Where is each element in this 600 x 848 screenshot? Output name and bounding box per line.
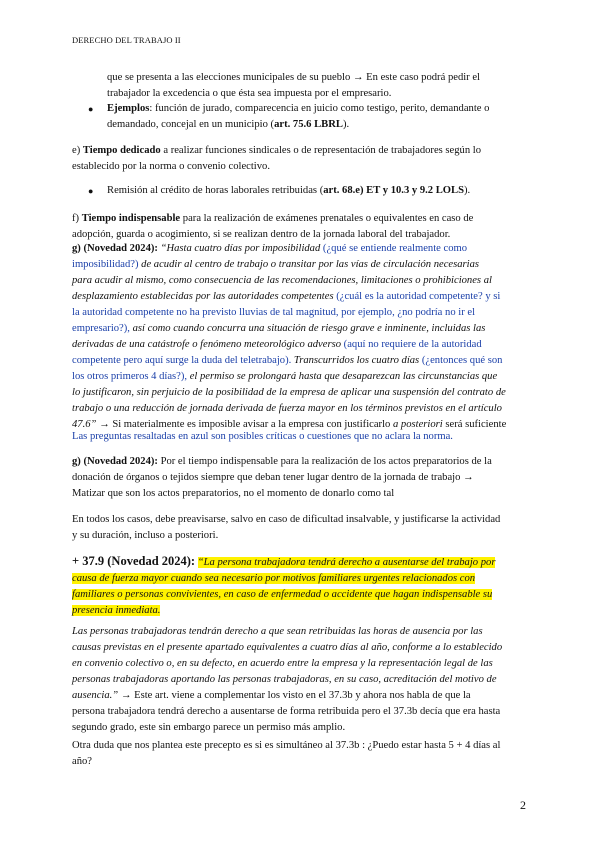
- text-line: g) (Novedad 2024): “Hasta cuatro días por imposibilidad (¿qué se entiende realmente como: [72, 243, 468, 254]
- text-line: los otros primeros 4 días?), el permiso se prolongará hasta que desaparezcan las circunstancias que: [72, 371, 498, 382]
- text-line: En todos los casos, debe preavisarse, salvo en caso de dificultad insalvable, y justificarse la actividad: [72, 514, 501, 525]
- text-line: derivadas de una catástrofe o fenómeno meteorológico adverso (aquí no requiere de la autoridad: [72, 339, 482, 350]
- paragraph-novedad-imposibilidad: [72, 241, 532, 433]
- text-line: + 37.9 (Novedad 2024): “La persona trabajadora tendrá derecho a ausentarse del trabajo por: [72, 554, 496, 568]
- text-line: donación de órganos o tejidos siempre que deban tener lugar dentro de la jornada de trabajo →: [72, 472, 474, 483]
- paragraph-novedad-donacion: [72, 454, 492, 502]
- text-line: imposibilidad?) de acudir al centro de trabajo o transitar por las vías de circulación necesarias: [72, 259, 480, 270]
- text-line: para acudir al mismo, como consecuencia de las recomendaciones, limitaciones o prohibiciones al: [72, 275, 492, 286]
- text-line: Otra duda que nos plantea este precepto es si es simultáneo al 37.3b : ¿Puedo estar hasta 5 + 4 días al: [72, 740, 501, 751]
- text-line: Las personas trabajadoras tendrán derecho a que sean retribuidas las horas de ausencia por las: [72, 626, 483, 637]
- text-line: y su duración, incluso a posteriori.: [72, 530, 219, 541]
- text-line: personas trabajadoras aportando las personas trabajadoras, en su caso, acreditación del motivo de: [72, 674, 497, 685]
- paragraph-excedencia: [107, 70, 480, 102]
- text-line: competente pero aquí surge la duda del teletrabajo). Transcurridos los cuatro días (¿entonces qué son: [72, 355, 503, 366]
- bullet-icon: ●: [88, 104, 94, 114]
- text-line: año?: [72, 756, 92, 767]
- text-line: la autoridad competente no ha previsto lluvias de tal magnitud, por ejemplo, ¿no podría no ir el: [72, 307, 476, 318]
- law-reference: art. 68.e) ET y 10.3 y 9.2 LOLS: [323, 185, 464, 196]
- text-line: demandado, concejal en un municipio (art. 75.6 LBRL).: [107, 119, 350, 130]
- text-line: que se presenta a las elecciones municipales de su pueblo → En este caso podrá pedir el: [107, 72, 481, 83]
- paragraph-retribucion: [72, 624, 528, 736]
- ejemplos-label: Ejemplos: [107, 103, 150, 114]
- text-line: empresario?), así como cuando concurra una situación de riesgo grave e inminente, incluidas las: [72, 323, 486, 334]
- paragraph-tiempo-dedicado: [72, 143, 481, 175]
- text-line: lo justificaron, sin perjuicio de la posibilidad de la empresa de aplicar una suspensión del contrato de: [72, 387, 506, 398]
- text-line: ausencia.” → Este art. viene a complementar los visto en el 37.3b y ahora nos habla de que la: [72, 690, 471, 701]
- paragraph-37-9: [72, 553, 528, 619]
- text-line: persona trabajadora tendrá derecho a ausentarse de forma retribuida pero el 37.3b decía que era hasta: [72, 706, 501, 717]
- text-line: g) (Novedad 2024): Por el tiempo indispensable para la realización de los actos preparatorios de la: [72, 456, 492, 467]
- text-line: establecido por la norma o convenio colectivo.: [72, 161, 270, 172]
- text-line: f) Tiempo indispensable para la realización de exámenes prenatales o equivalentes en caso de: [72, 213, 474, 224]
- page-number: 2: [520, 798, 526, 812]
- text-line: 47.6” → Si materialmente es imposible avisar a la empresa con justificarlo a posteriori será suficiente: [72, 419, 507, 430]
- text-line: Matizar que son los actos preparatorios, no el momento de donarlo como tal: [72, 488, 395, 499]
- section-label: + 37.9 (Novedad 2024):: [72, 554, 196, 568]
- paragraph-tiempo-indispensable: [72, 211, 473, 243]
- law-reference: art. 75.6 LBRL: [274, 119, 343, 130]
- text-line: segundo grado, este sin embargo parece un permiso más amplio.: [72, 722, 346, 733]
- text-line: presencia inmediata.: [72, 605, 161, 616]
- text-line: causas previstas en el presente apartado equivalentes a cuatro días al año, conforme a lo establecido: [72, 642, 503, 653]
- paragraph-remision: Remisión al crédito de horas laborales retribuidas (art. 68.e) ET y 10.3 y 9.2 LOLS).: [107, 185, 471, 196]
- text-line: trabajador la excedencia o que ésta sea impuesta por el empresario.: [107, 88, 392, 99]
- paragraph-otra-duda: [72, 738, 500, 770]
- bullet-icon: ●: [88, 186, 94, 196]
- paragraph-ejemplos: [107, 101, 489, 133]
- text-line: causa de fuerza mayor cuando sea necesario por motivos familiares urgentes relacionados con: [72, 573, 476, 584]
- text-line: en convenio colectivo o, en su defecto, en acuerdo entre la empresa y la representación legal de las: [72, 658, 493, 669]
- text-line: desplazamiento establecidas por las autoridades competentes (¿cuál es la autoridad competente? y si: [72, 291, 501, 302]
- text-line: familiares o personas convivientes, en caso de enfermedad o accidente que hagan indispensable su: [72, 589, 493, 600]
- paragraph-preaviso: [72, 512, 500, 544]
- text-line: e) Tiempo dedicado a realizar funciones sindicales o de representación de trabajadores según lo: [72, 145, 482, 156]
- blue-note: Las preguntas resaltadas en azul son posibles críticas o cuestiones que no aclara la norma.: [72, 431, 453, 442]
- text-line: Ejemplos: función de jurado, comparecencia en juicio como testigo, perito, demandante o: [107, 103, 490, 114]
- text-line: adopción, guarda o acogimiento, si se realizan dentro de la jornada laboral del trabajador.: [72, 229, 451, 240]
- page-header: DERECHO DEL TRABAJO II: [72, 35, 181, 45]
- text-line: trabajo o una reducción de jornada derivada de fuerza mayor en los términos previstos en el artículo: [72, 403, 502, 414]
